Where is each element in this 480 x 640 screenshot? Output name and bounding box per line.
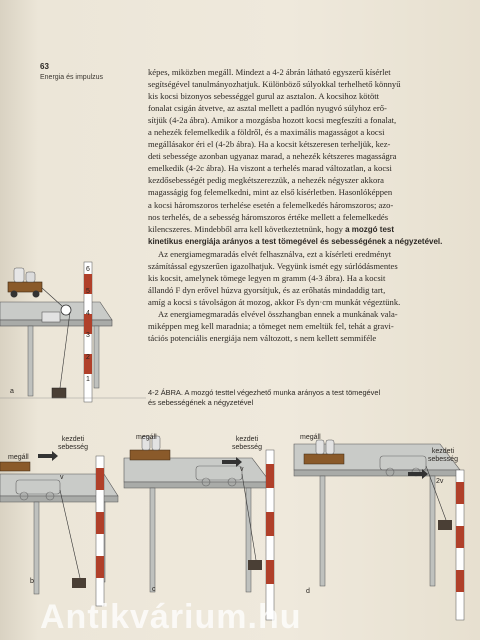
line: segítségével tanulmányozhatjuk. Különböző súlyokkal terhelhető könnyű xyxy=(148,79,401,90)
panel-letter-d: d xyxy=(306,588,310,595)
line: sítjük (4-2a ábra). Amikor a mozgásba hozott kocsi megfeszíti a fonalat, xyxy=(148,115,397,126)
figure-a-illustration xyxy=(0,250,146,410)
bold-conclusion-1: a mozgó test xyxy=(345,224,395,234)
panel-letter-a: a xyxy=(10,388,14,395)
line: miképpen meg kell maradnia; a tömeget nem emeltük fel, tehát a gravi- xyxy=(148,320,394,331)
line: kis kocsi bizonyos sebességgel gurul az asztalon. A kocsihoz kötött xyxy=(148,91,380,102)
line: számítással egyszerűen igazolhatjuk. Vegyünk ismét egy súrlódásmentes xyxy=(148,260,398,271)
figure-caption xyxy=(148,388,452,408)
line: a nehezék felemelkedik a földről, és a maximális magasságot a kocsi xyxy=(148,127,385,138)
line: emelkedik (4-2c ábra). Ha viszont a terhelés marad változatlan, a kocsi xyxy=(148,163,392,174)
caption-line-2: és sebességének a négyzetével xyxy=(148,398,254,407)
line: a kocsi háromszoros terhelése esetén a felemelkedés háromszoros; azo- xyxy=(148,199,394,210)
line: nos terhelés, de a sebesség háromszoros értéke mellett a felemelkedés xyxy=(148,211,389,222)
line: amíg a kocsi s távolságon át mozog, akkor Fs dyn·cm munkát végeztünk. xyxy=(148,296,401,307)
line: kis kocsit, amelynek tömege legyen m gramm (4-3 ábra). Ha a kocsit xyxy=(148,272,386,283)
line: kezdősebességét pedig megkétszerezzük, a nehezék négyszer akkora xyxy=(148,175,384,186)
label-initial-speed-c: kezdeti sebesség xyxy=(232,436,262,451)
watermark: Antikvárium.hu xyxy=(40,598,302,636)
ruler-number: 5 xyxy=(86,288,90,295)
line: állandó F dyn erővel húzva gyorsítjuk, és az erőhatás mindaddig tart, xyxy=(148,284,386,295)
label-stop-b: megáll xyxy=(8,454,29,461)
label-stop-c: megáll xyxy=(136,434,157,441)
line: tációs potenciális energiája nem változott, s nem kellett semmiféle xyxy=(148,333,377,344)
ruler-number: 1 xyxy=(86,376,90,383)
line: megállásakor éri el (4-2b ábra). Ha a kocsit kétszeresen terheljük, kez- xyxy=(148,139,391,150)
ruler-number: 4 xyxy=(86,310,90,317)
line: deti sebessége azonban ugyanaz marad, a nehezék kétszeres magasságra xyxy=(148,151,397,162)
line: magasságig fog felemelkedni, mint az első kísérletben. Hasonlóképpen xyxy=(148,187,393,198)
panel-letter-b: b xyxy=(30,578,34,585)
line: Az energiamegmaradás elvével összhangban ennek a munkának vala- xyxy=(158,308,398,319)
line: képes, miközben megáll. Mindezt a 4-2 ábrán látható egyszerű kísérlet xyxy=(148,67,391,77)
line: Az energiamegmaradás elvét felhasználva, ezt a kísérleti eredményt xyxy=(158,248,392,259)
body-text xyxy=(148,66,452,344)
label-2v-d: 2v xyxy=(436,478,444,485)
label-initial-speed-d: kezdeti sebesség xyxy=(428,448,458,463)
page-number: 63 xyxy=(40,62,49,71)
line-with-bold: kilencszeres. Mindebből arra kell következtetnünk, hogy a mozgó test xyxy=(148,223,395,234)
ruler-number: 3 xyxy=(86,332,90,339)
label-v-c: v xyxy=(240,466,244,473)
caption-line-1: 4-2 ÁBRA. A mozgó testtel végezhető munka arányos a test tömegével xyxy=(148,388,381,397)
label-v-b: v xyxy=(60,474,64,481)
ruler-number: 6 xyxy=(86,266,90,273)
ruler-number: 2 xyxy=(86,354,90,361)
label-initial-speed-b: kezdeti sebesség xyxy=(58,436,88,451)
panel-letter-c: c xyxy=(152,586,156,593)
chapter-title: Energia és impulzus xyxy=(40,74,104,81)
bold-conclusion-2: kinetikus energiája arányos a test tömegével és sebességének a négyzetével. xyxy=(148,236,443,246)
line: fonalat csigán átvetve, az asztal mellett a padlón nyugvó súlyhoz erő- xyxy=(148,103,387,114)
label-stop-d: megáll xyxy=(300,434,321,441)
